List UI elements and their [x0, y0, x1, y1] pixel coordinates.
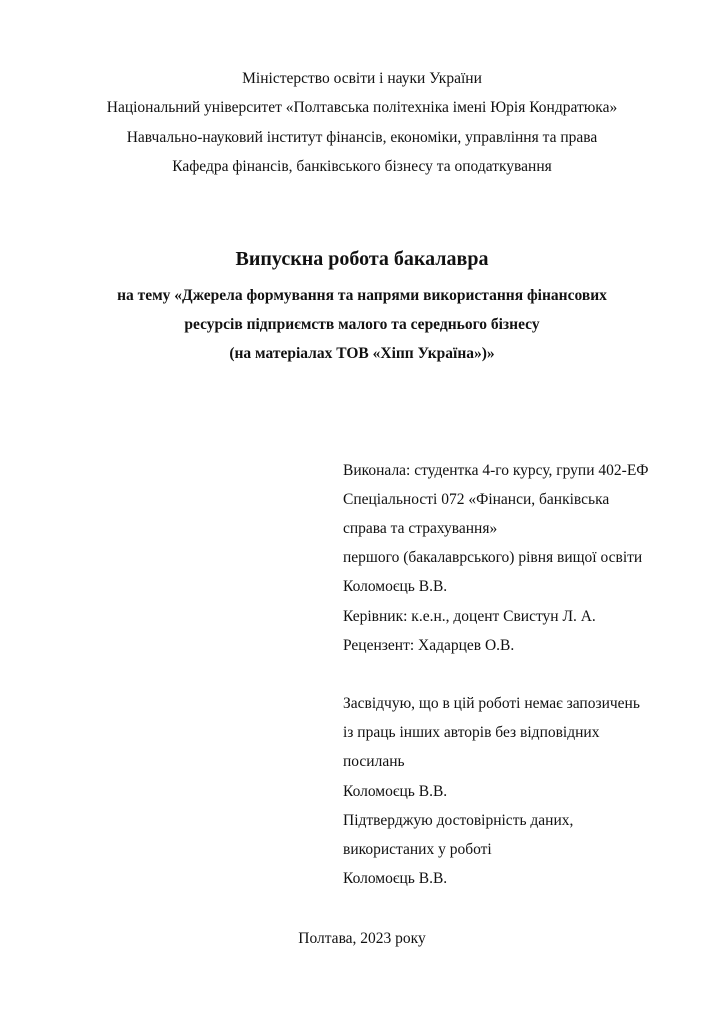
declaration-line-2: із праць інших авторів без відповідних	[343, 724, 600, 741]
declaration-signature-1: Коломоєць В.В.	[343, 783, 448, 800]
supervisor-line: Керівник: к.е.н., доцент Свистун Л. А.	[343, 608, 596, 625]
author-line-2: Спеціальності 072 «Фінанси, банківська	[343, 491, 610, 508]
work-title: Випускна робота бакалавра	[235, 248, 489, 270]
reviewer-line: Рецензент: Хадарцев О.В.	[343, 637, 515, 654]
institute-name: Навчально-науковий інститут фінансів, економіки, управління та права	[126, 129, 598, 146]
author-line-1: Виконала: студентка 4-го курсу, групи 402-ЕФ	[343, 462, 649, 479]
topic-line-2: ресурсів підприємств малого та середнього бізнесу	[184, 316, 540, 333]
confirmation-line-2: використаних у роботі	[343, 841, 492, 858]
confirmation-line-1: Підтверджую достовірність даних,	[343, 812, 574, 829]
topic-line-1: на тему «Джерела формування та напрями використання фінансових	[117, 287, 607, 304]
topic-line-3: (на матеріалах ТОВ «Хіпп Україна»)»	[229, 345, 495, 362]
ministry-name: Міністерство освіти і науки України	[242, 70, 482, 87]
university-name: Національний університет «Полтавська політехніка імені Юрія Кондратюка»	[106, 99, 618, 116]
declaration-line-1: Засвідчую, що в цій роботі немає запозичень	[343, 695, 640, 712]
author-line-3: справа та страхування»	[343, 520, 498, 537]
declaration-line-3: посилань	[343, 753, 405, 770]
department-name: Кафедра фінансів, банківського бізнесу та оподаткування	[172, 158, 552, 175]
author-line-4: першого (бакалаврського) рівня вищої освіти	[343, 549, 643, 566]
author-name: Коломоєць В.В.	[343, 578, 448, 595]
declaration-signature-2: Коломоєць В.В.	[343, 870, 448, 887]
city-year: Полтава, 2023 року	[298, 930, 426, 947]
